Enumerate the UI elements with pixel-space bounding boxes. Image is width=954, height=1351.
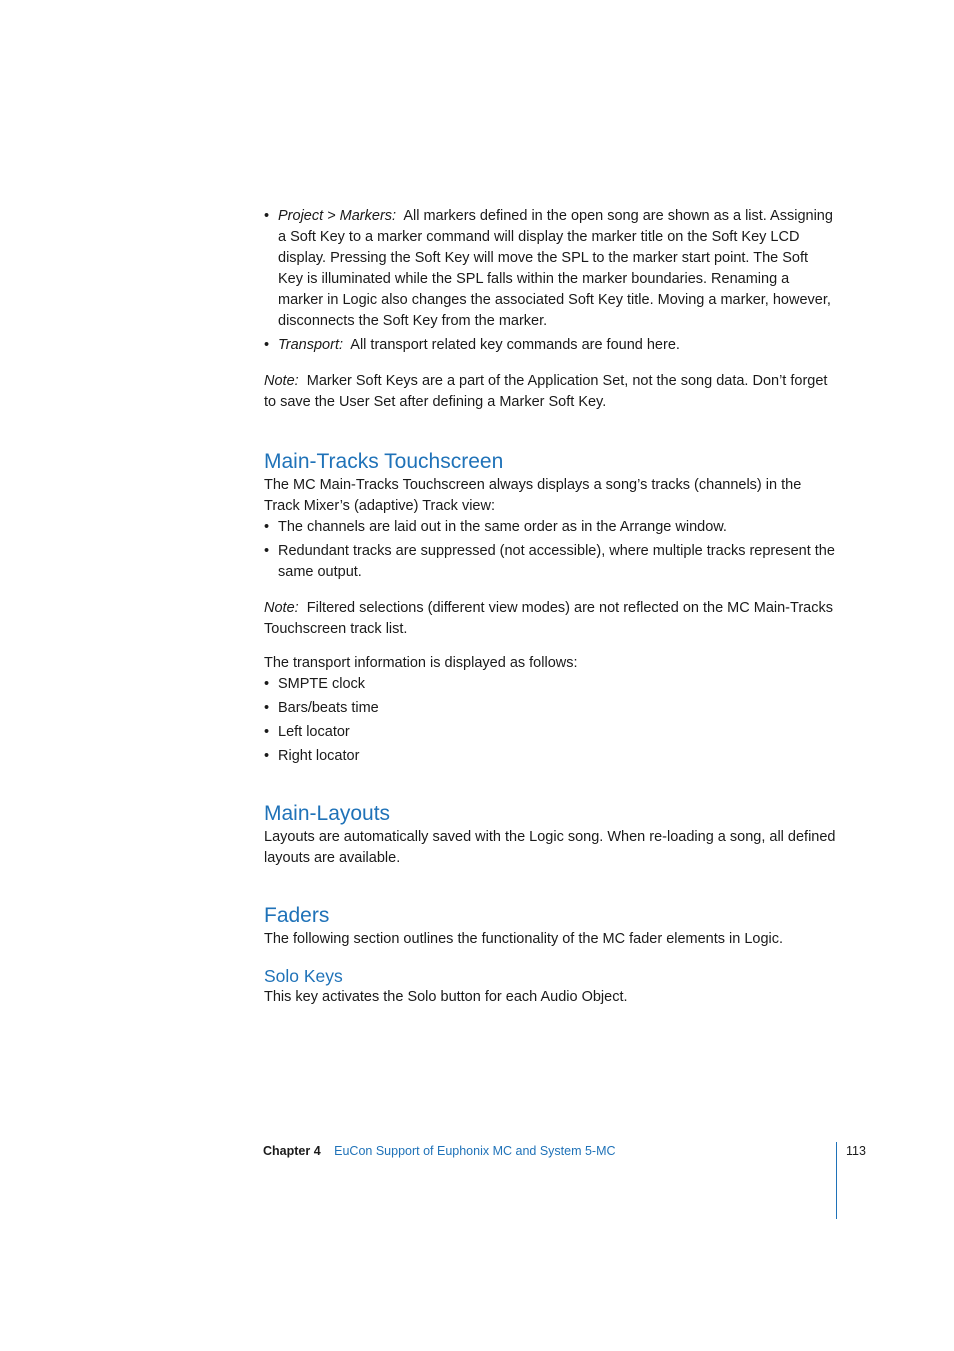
transport-info-list [264, 674, 836, 767]
list-item: • The channels are laid out in the same order as in the Arrange window. [264, 517, 836, 538]
footer-divider [836, 1142, 837, 1219]
intro-bullet-list [264, 206, 836, 356]
list-item: • Right locator [264, 746, 836, 767]
list-item: • SMPTE clock [264, 674, 836, 695]
page-body [264, 206, 836, 1008]
main-layouts-text: Layouts are automatically saved with the Logic song. When re-loading a song, all defined layouts are available. [264, 829, 836, 866]
faders-text: The following section outlines the functionality of the MC fader elements in Logic. [264, 931, 784, 947]
transport-info-intro: The transport information is displayed as follows: [264, 655, 578, 671]
bullet-label-project-markers: Project > Markers: [278, 208, 397, 224]
solo-keys-text: This key activates the Solo button for each Audio Object. [264, 989, 628, 1005]
note-filtered-selections [264, 598, 836, 640]
list-item-project-markers [264, 206, 836, 332]
bullet-text-transport: All transport related key commands are found here. [350, 337, 680, 353]
list-item: • Redundant tracks are suppressed (not accessible), where multiple tracks represent the same output. [264, 541, 836, 583]
note-label: Note: [264, 600, 299, 616]
list-item: • Left locator [264, 722, 836, 743]
bullet-label-transport: Transport: [278, 337, 344, 353]
heading-faders: Faders [264, 904, 330, 927]
heading-main-layouts: Main-Layouts [264, 802, 391, 825]
list-item: • Bars/beats time [264, 698, 836, 719]
heading-main-tracks-touchscreen: Main-Tracks Touchscreen [264, 450, 504, 473]
page-number: 113 [846, 1144, 866, 1158]
heading-solo-keys: Solo Keys [264, 966, 343, 986]
main-tracks-intro: The MC Main-Tracks Touchscreen always displays a song’s tracks (channels) in the Track Mixer’s (adaptive) Track view: [264, 477, 802, 514]
bullet-text-project-markers: All markers defined in the open song are shown as a list. Assigning a Soft Key to a marker command will display the marker title on the Soft Key LCD display. Pressing the Soft Key will move the SPL to the marker start point. The Soft Key is illuminated while the SPL falls within the marker boundaries. Renaming a marker in Logic also changes the associated Soft Key title. Moving a marker, however, disconnects the Soft Key from the marker. [278, 208, 833, 329]
main-tracks-bullet-list [264, 517, 836, 583]
footer-chapter-title: EuCon Support of Euphonix MC and System 5-MC [334, 1144, 616, 1158]
footer-chapter: Chapter 4 [263, 1144, 321, 1158]
list-item-transport [264, 335, 836, 356]
note-text: Filtered selections (different view modes) are not reflected on the MC Main-Tracks Touchscreen track list. [264, 600, 833, 637]
note-label: Note: [264, 373, 299, 389]
note-marker-soft-keys [264, 371, 836, 413]
page-footer [263, 1142, 616, 1160]
note-text: Marker Soft Keys are a part of the Application Set, not the song data. Don’t forget to save the User Set after defining a Marker Soft Key. [264, 373, 828, 410]
